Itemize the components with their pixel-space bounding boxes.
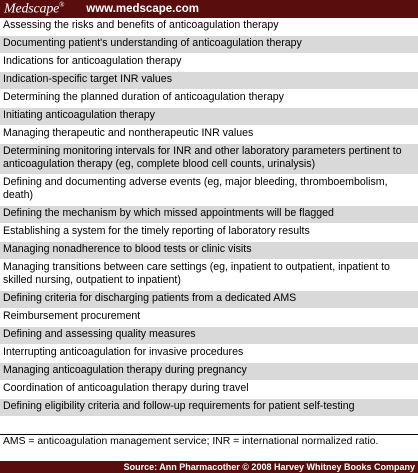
table-bottom-rule [0,434,418,435]
table-row: Assessing the risks and benefits of anticoagulation therapy [0,18,418,36]
brand-text: Medscape [4,1,60,17]
medscape-logo [4,1,64,18]
content-table [0,18,418,417]
table-row: Indications for anticoagulation therapy [0,54,418,72]
table-row: Defining eligibility criteria and follow-up requirements for patient self-testing [0,399,418,417]
table-row: Coordination of anticoagulation therapy during travel [0,381,418,399]
table-row: Defining and assessing quality measures [0,327,418,345]
table-row: Reimbursement procurement [0,309,418,327]
table-row: Managing transitions between care settings (eg, inpatient to outpatient, inpatient to skilled nursing, outpatient to inpatient) [0,260,418,291]
table-row: Determining monitoring intervals for INR and other laboratory parameters pertinent to anticoagulation therapy (eg, complete blood cell counts, urinalysis) [0,144,418,175]
table-row: Indication-specific target INR values [0,72,418,90]
table-row: Defining the mechanism by which missed appointments will be flagged [0,206,418,224]
table-row: Interrupting anticoagulation for invasive procedures [0,345,418,363]
table-row: Managing anticoagulation therapy during pregnancy [0,363,418,381]
table-row: Initiating anticoagulation therapy [0,108,418,126]
table-row: Documenting patient's understanding of anticoagulation therapy [0,36,418,54]
registered-mark: ® [59,0,65,9]
table-row: Defining criteria for discharging patients from a dedicated AMS [0,291,418,309]
table-row: Defining and documenting adverse events (eg, major bleeding, thromboembolism, death) [0,175,418,206]
table-row: Managing nonadherence to blood tests or clinic visits [0,242,418,260]
footnote: AMS = anticoagulation management service; INR = international normalized ratio. [3,436,379,447]
table-row: Establishing a system for the timely reporting of laboratory results [0,224,418,242]
table-row: Determining the planned duration of anticoagulation therapy [0,90,418,108]
table-row: Managing therapeutic and nontherapeutic INR values [0,126,418,144]
site-url: www.medscape.com [86,3,199,15]
source-bar: Source: Ann Pharmacother © 2008 Harvey Whitney Books Company [0,461,418,473]
header-bar [0,0,418,18]
